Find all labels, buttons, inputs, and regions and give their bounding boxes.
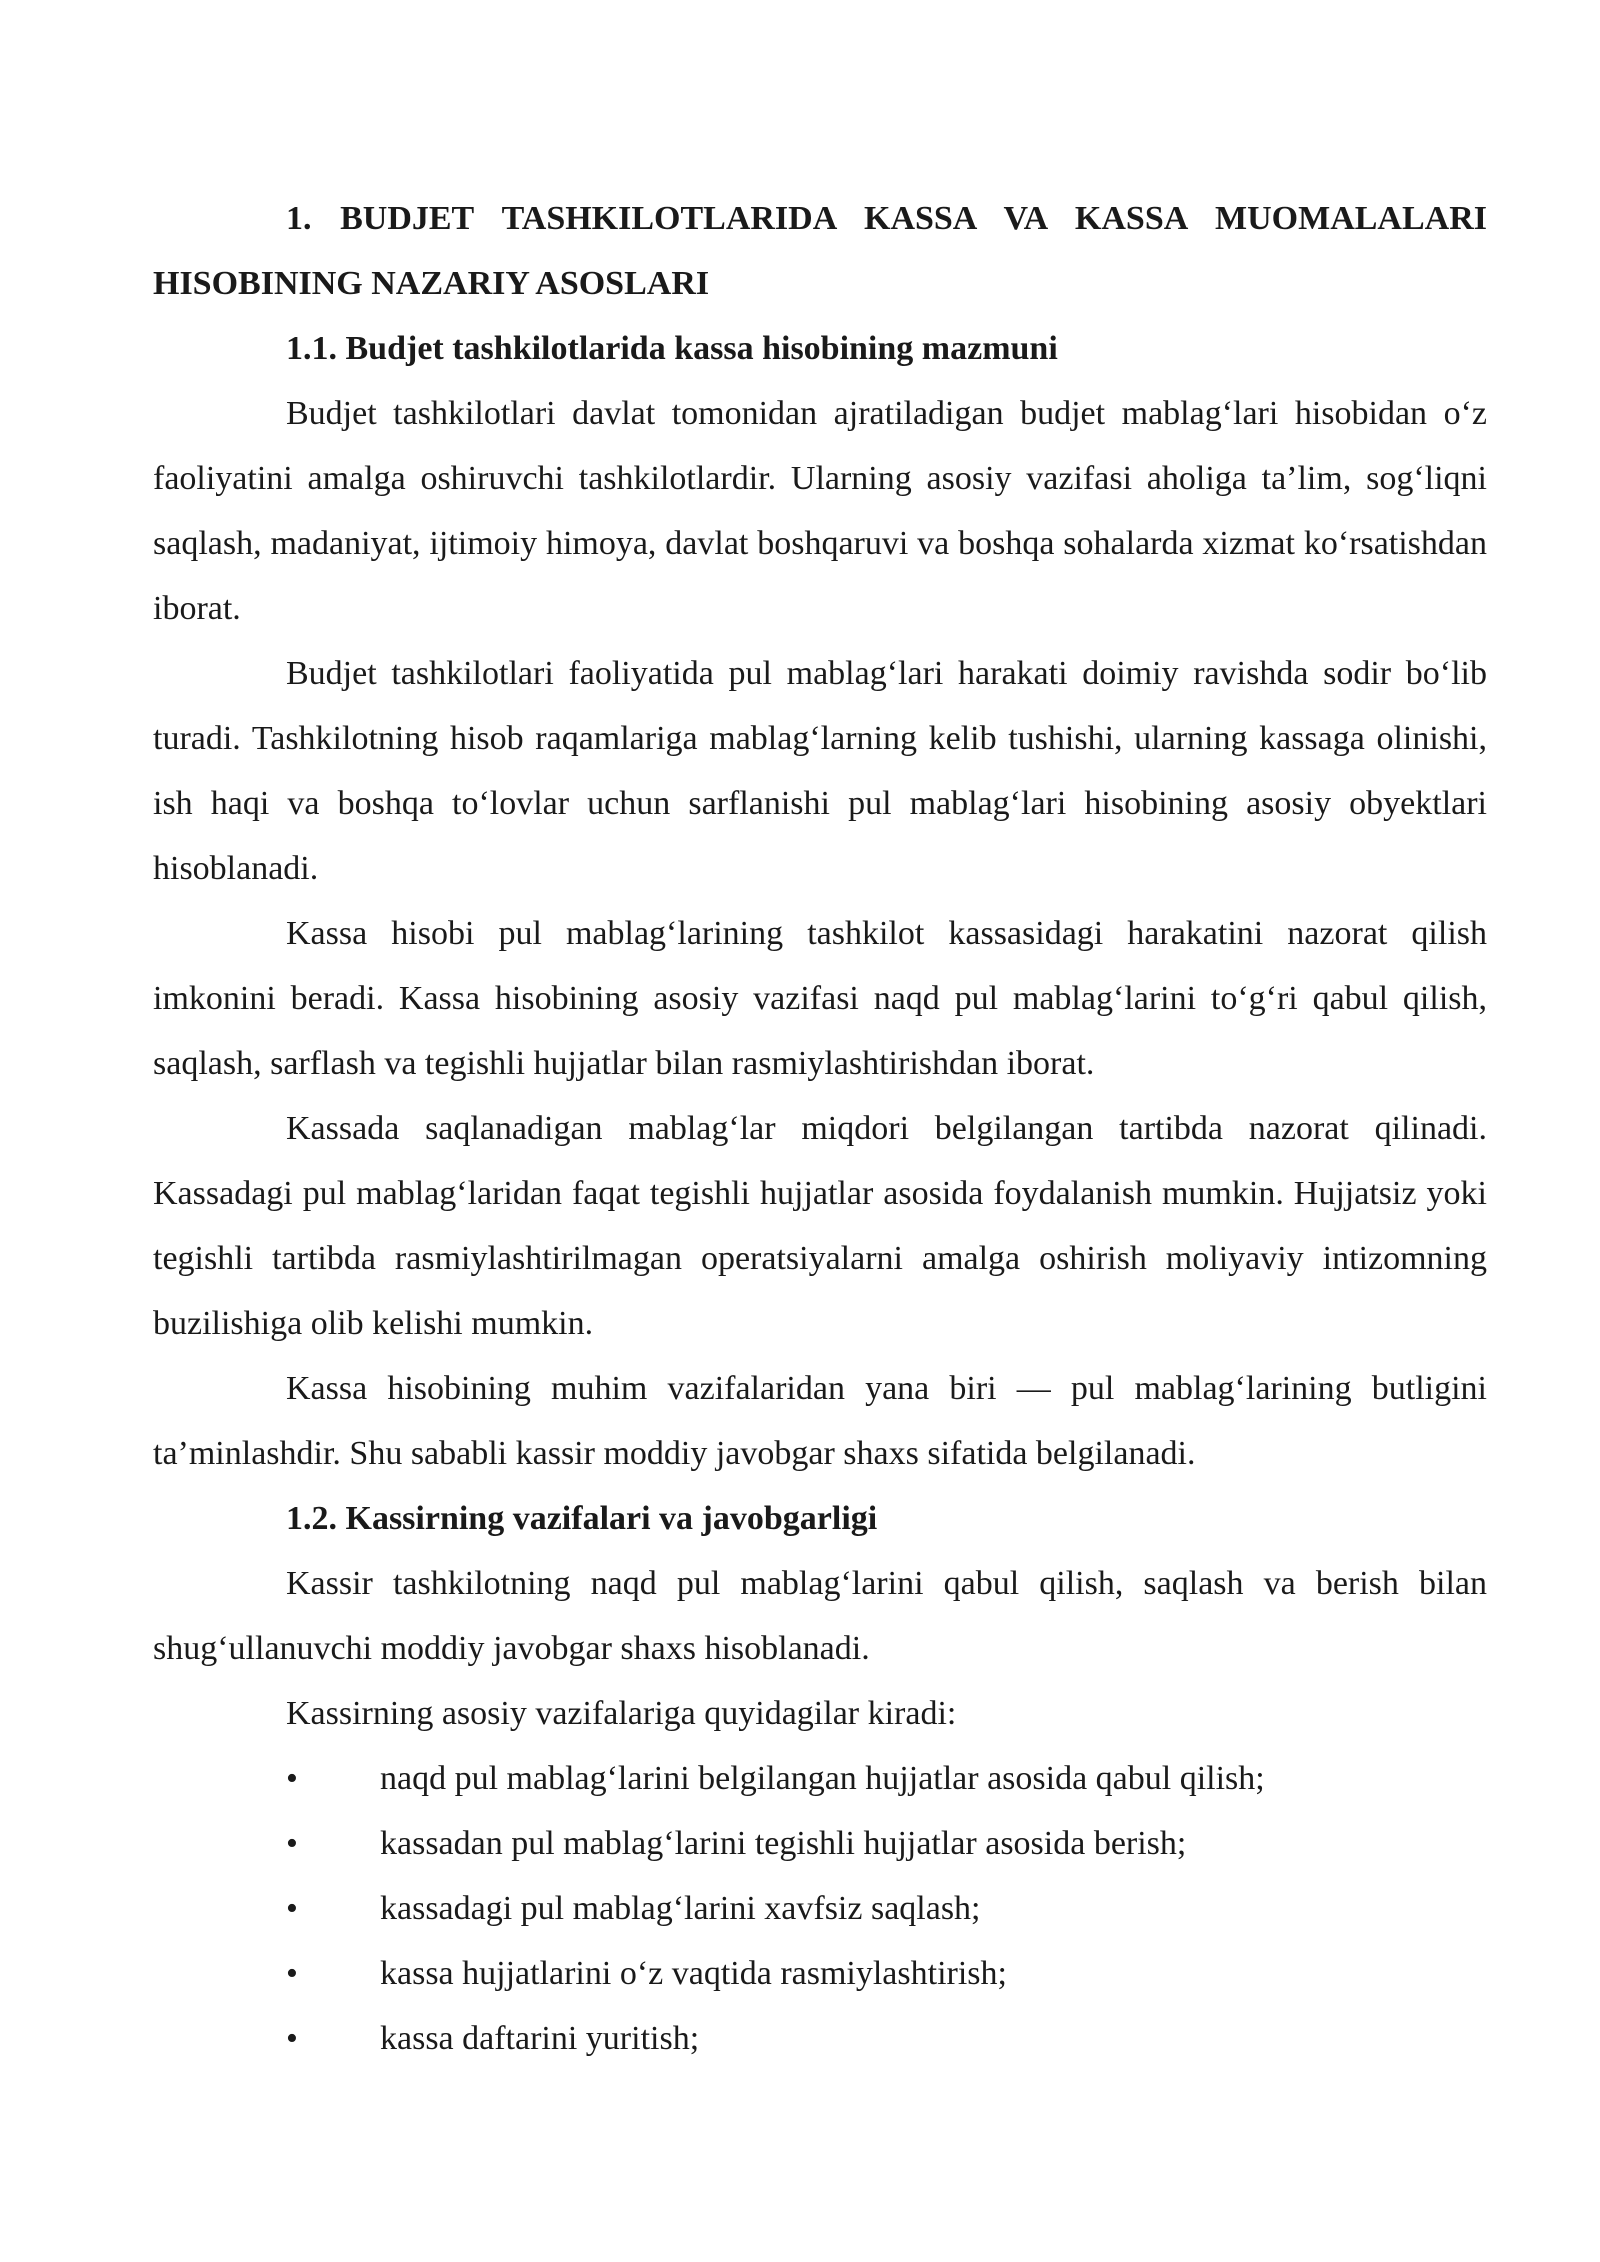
- bullet-icon: •: [286, 2020, 298, 2057]
- section-1-1-title: 1.1. Budjet tashkilotlarida kassa hisobining mazmuni: [286, 330, 1058, 367]
- bullet-icon: •: [286, 1955, 298, 1992]
- paragraph: Kassada saqlanadigan mablag‘lar miqdori belgilangan tartibda nazorat qilinadi. Kassadagi pul mablag‘laridan faqat tegishli hujjatlar asosida foydalanish mumkin. Hujjatsiz yoki tegishli tartibda rasmiylashtirilmagan operatsiyalarni amalga oshirish moliyaviy intizomning buzilishiga olib kelishi mumkin.: [153, 1110, 1487, 1342]
- paragraph: Kassa hisobi pul mablag‘larining tashkilot kassasidagi harakatini nazorat qilish imkonini beradi. Kassa hisobining asosiy vazifasi naqd pul mablag‘larini to‘g‘ri qabul qilish, saqlash, sarflash va tegishli hujjatlar bilan rasmiylashtirishdan iborat.: [153, 915, 1487, 1082]
- list-item: [153, 2006, 1487, 2071]
- paragraph: Budjet tashkilotlari davlat tomonidan ajratiladigan budjet mablag‘lari hisobidan o‘z faoliyatini amalga oshiruvchi tashkilotlardir. Ularning asosiy vazifasi aholiga ta’lim, sog‘liqni saqlash, madaniyat, ijtimoiy himoya, davlat boshqaruvi va boshqa sohalarda xizmat ko‘rsatishdan iborat.: [153, 395, 1487, 627]
- bullet-icon: •: [286, 1760, 298, 1797]
- paragraph: Budjet tashkilotlari faoliyatida pul mablag‘lari harakati doimiy ravishda sodir bo‘lib turadi. Tashkilotning hisob raqamlariga mablag‘larning kelib tushishi, ularning kassaga olinishi, ish haqi va boshqa to‘lovlar uchun sarflanishi pul mablag‘lari hisobining asosiy obyektlari hisoblanadi.: [153, 655, 1487, 887]
- section-1-2-title: 1.2. Kassirning vazifalari va javobgarligi: [286, 1500, 878, 1537]
- bullet-icon: •: [286, 1825, 298, 1862]
- paragraph: Kassa hisobining muhim vazifalaridan yana biri — pul mablag‘larining butligini ta’minlashdir. Shu sababli kassir moddiy javobgar shaxs sifatida belgilanadi.: [153, 1370, 1487, 1472]
- chapter-title: 1. BUDJET TASHKILOTLARIDA KASSA VA KASSA MUOMALALARI HISOBINING NAZARIY ASOSLARI: [153, 200, 1487, 302]
- list-item: [153, 1811, 1487, 1876]
- list-item: [153, 1876, 1487, 1941]
- list-item: [153, 1941, 1487, 2006]
- paragraph: Kassirning asosiy vazifalariga quyidagilar kiradi:: [286, 1695, 957, 1732]
- list-item-text: kassadan pul mablag‘larini tegishli hujjatlar asosida berish;: [380, 1825, 1187, 1862]
- bullet-icon: •: [286, 1890, 298, 1927]
- document-page: [153, 186, 1487, 2071]
- paragraph: Kassir tashkilotning naqd pul mablag‘larini qabul qilish, saqlash va berish bilan shug‘ullanuvchi moddiy javobgar shaxs hisoblanadi.: [153, 1565, 1487, 1667]
- list-item-text: kassa daftarini yuritish;: [380, 2020, 700, 2057]
- duties-list: [153, 1746, 1487, 2071]
- list-item-text: kassa hujjatlarini o‘z vaqtida rasmiylashtirish;: [380, 1955, 1007, 1992]
- list-item-text: naqd pul mablag‘larini belgilangan hujjatlar asosida qabul qilish;: [380, 1760, 1265, 1797]
- list-item: [153, 1746, 1487, 1811]
- list-item-text: kassadagi pul mablag‘larini xavfsiz saqlash;: [380, 1890, 981, 1927]
